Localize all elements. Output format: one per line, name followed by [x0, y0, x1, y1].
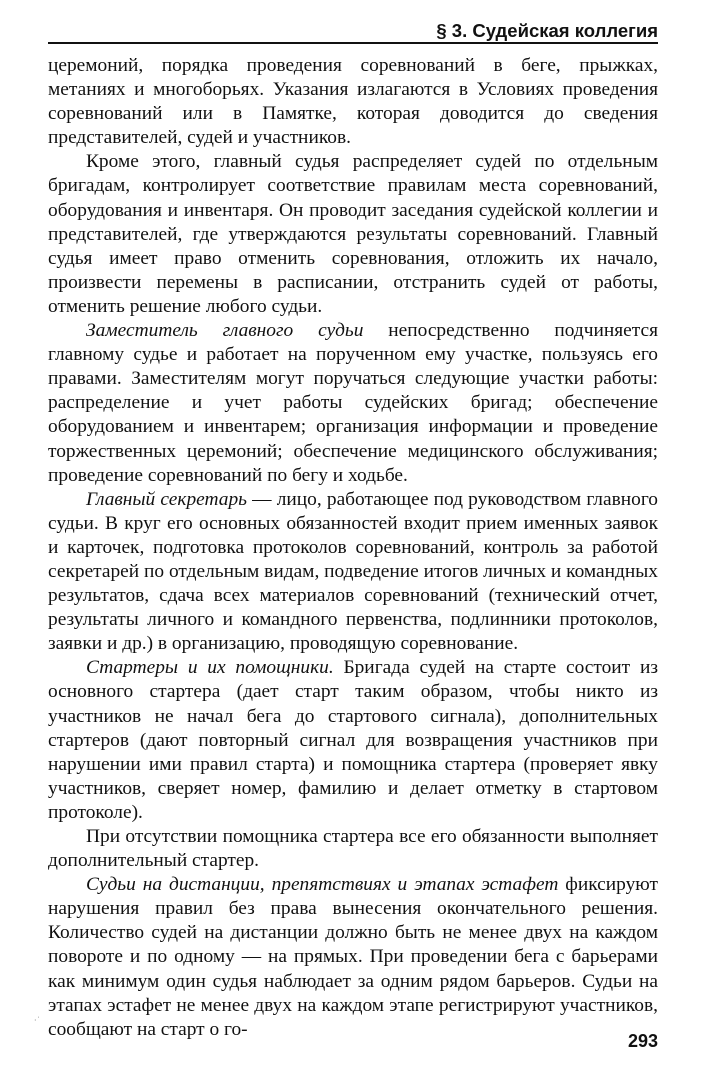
- paragraph-text: Бригада судей на старте состоит из основного стартера (дает старт таким образом, чтобы никто из участников не начал бега до стартового сигнала), дополнительных стартеров (дают повторный сигнал для возвращения участников при нарушении ими правил старта) и помощника стартера (проверяет явку участников, сверяет номер, фамилию и делает отметку в стартовом протоколе).: [48, 657, 658, 823]
- paragraph-3: [48, 319, 658, 488]
- paragraph-text: непосредственно подчиняется главному судье и работает на порученном ему участке, пользуясь его правами. Заместителям могут поручаться следующие участки работы: распределение и учет работы судейских бригад; обеспечение оборудованием и инвентарем; организация информации и проведение торжественных церемоний; обеспечение медицинского обслуживания; проведение соревнований по бегу и ходьбе.: [48, 320, 659, 486]
- paragraph-7: [48, 873, 658, 1042]
- paragraph-4: [48, 488, 658, 657]
- paragraph-text: Кроме этого, главный судья распределяет судей по отдельным бригадам, контролирует соответствие правилам места соревнований, оборудования и инвентаря. Он проводит заседания судейской коллегии и представителей, где утверждаются результаты соревнований. Главный судья имеет право отменить соревнования, отложить их начало, произвести перемены в расписании, отстранить судей от работы, отменить решение любого судьи.: [48, 151, 658, 317]
- section-title: § 3. Судейская коллегия: [436, 20, 658, 41]
- paragraph-lead: Заместитель главного судьи: [86, 320, 364, 342]
- paragraph-text: При отсутствии помощника стартера все его обязанности выполняет дополнительный стартер.: [48, 826, 658, 872]
- paragraph-5: [48, 656, 658, 825]
- paragraph-1: [48, 54, 658, 150]
- paragraph-6: [48, 825, 658, 873]
- paragraph-2: [48, 150, 658, 319]
- paragraph-lead: Главный секретарь: [86, 488, 247, 510]
- page-number: 293: [627, 1031, 658, 1051]
- scan-smudge: ·˙: [34, 1016, 41, 1025]
- paragraph-lead: Судьи на дистанции, препятствиях и этапах эстафет: [86, 874, 559, 896]
- paragraph-text: — лицо, работающее под руководством главного судьи. В круг его основных обязанностей входит прием именных заявок и карточек, подготовка протоколов соревнований, контроль за работой секретарей по отдельным видам, подведение итогов личных и командных результатов, сдача всех материалов соревнований (технический отчет, результаты личного и командного первенства, подлинники протоколов, заявки и др.) в организацию, проводящую соревнование.: [48, 488, 658, 655]
- paragraph-text: фиксируют нарушения правил без права вынесения окончательного решения. Количество судей на дистанции должно быть не менее двух на каждом повороте и по одному — на прямых. При проведении бега с барьерами как минимум один судья наблюдает за одним рядом барьеров. Судьи на этапах эстафет не менее двух на каждом этапе регистрируют участников, сообщают на старт о го-: [48, 874, 658, 1040]
- paragraph-lead: Стартеры и их помощники.: [86, 657, 334, 679]
- page-body: [48, 54, 658, 1042]
- running-header: [48, 18, 658, 44]
- paragraph-text: церемоний, порядка проведения соревнований в беге, прыжках, метаниях и многоборьях. Указания излагаются в Условиях проведения соревнований или в Памятке, которая доводится до сведения представителей, судей и участников.: [48, 55, 658, 149]
